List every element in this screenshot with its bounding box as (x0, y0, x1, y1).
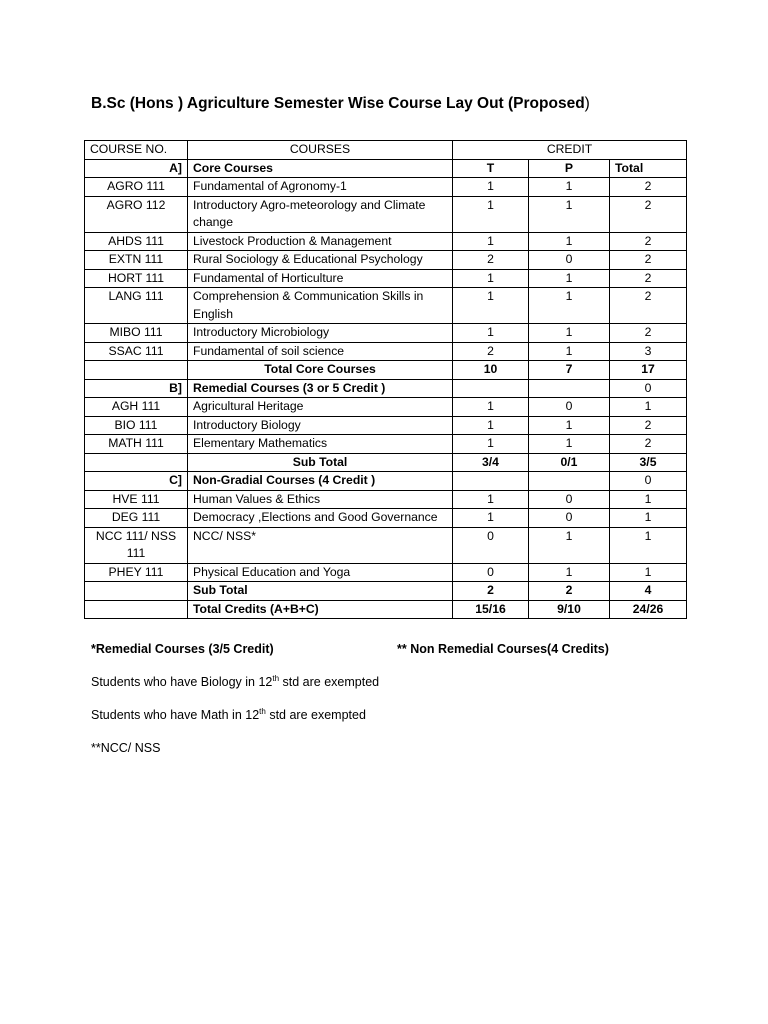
course-code: AGRO 111 (85, 178, 188, 197)
total-label: Sub Total (188, 582, 453, 601)
section-a-label: Core Courses (188, 159, 453, 178)
course-name: Introductory Microbiology (188, 324, 453, 343)
credit-t: 1 (453, 416, 529, 435)
credit-p: 0 (529, 251, 610, 270)
credit-total: 1 (610, 509, 687, 528)
course-code: MIBO 111 (85, 324, 188, 343)
course-name: Elementary Mathematics (188, 435, 453, 454)
remedial-subtotal-row (85, 453, 687, 472)
credit-p: 1 (529, 288, 610, 324)
blank-cell (453, 379, 529, 398)
total-label: Total Core Courses (188, 361, 453, 380)
credit-p: 0 (529, 509, 610, 528)
note-ncc-nss: **NCC/ NSS (91, 741, 161, 755)
note-biology-exempt: Students who have Biology in 12th std are exempted (91, 673, 380, 689)
blank-cell (85, 361, 188, 380)
credit-p: 1 (529, 324, 610, 343)
section-a-row (85, 159, 687, 178)
header-courses: COURSES (188, 141, 453, 160)
course-row (85, 324, 687, 343)
section-total: 0 (610, 379, 687, 398)
course-name: Rural Sociology & Educational Psychology (188, 251, 453, 270)
total-total: 17 (610, 361, 687, 380)
course-row (85, 232, 687, 251)
course-code: EXTN 111 (85, 251, 188, 270)
section-label: Remedial Courses (3 or 5 Credit ) (188, 379, 453, 398)
credit-total: 2 (610, 435, 687, 454)
credit-total: 2 (610, 288, 687, 324)
credit-t: 2 (453, 251, 529, 270)
header-row (85, 141, 687, 160)
credit-p: 1 (529, 527, 610, 563)
course-row (85, 196, 687, 232)
total-p: 0/1 (529, 453, 610, 472)
grand-total-t: 15/16 (453, 600, 529, 619)
header-credit: CREDIT (453, 141, 687, 160)
core-total-row (85, 361, 687, 380)
blank-cell (529, 472, 610, 491)
credit-p: 1 (529, 416, 610, 435)
course-row (85, 178, 687, 197)
course-code: DEG 111 (85, 509, 188, 528)
total-t: 3/4 (453, 453, 529, 472)
total-t: 2 (453, 582, 529, 601)
course-name: Fundamental of soil science (188, 342, 453, 361)
credit-total: 2 (610, 178, 687, 197)
note-math-exempt: Students who have Math in 12th std are exempted (91, 706, 366, 722)
course-code: HVE 111 (85, 490, 188, 509)
section-a-marker: A] (85, 159, 188, 178)
blank-cell (85, 582, 188, 601)
course-code: AGRO 112 (85, 196, 188, 232)
blank-cell (529, 379, 610, 398)
credit-t: 1 (453, 269, 529, 288)
credit-t: 1 (453, 288, 529, 324)
course-code: LANG 111 (85, 288, 188, 324)
course-name: NCC/ NSS* (188, 527, 453, 563)
credit-p: 1 (529, 342, 610, 361)
nongradial-subtotal-row (85, 582, 687, 601)
credit-t: 1 (453, 232, 529, 251)
course-name: Fundamental of Horticulture (188, 269, 453, 288)
course-code: BIO 111 (85, 416, 188, 435)
course-name: Introductory Biology (188, 416, 453, 435)
note-non-remedial: ** Non Remedial Courses(4 Credits) (397, 642, 609, 656)
course-row (85, 251, 687, 270)
credit-t: 1 (453, 490, 529, 509)
grand-total-p: 9/10 (529, 600, 610, 619)
course-row (85, 563, 687, 582)
course-name: Democracy ,Elections and Good Governance (188, 509, 453, 528)
course-code: AHDS 111 (85, 232, 188, 251)
credit-t: 1 (453, 196, 529, 232)
credit-t: 1 (453, 178, 529, 197)
credit-total: 2 (610, 324, 687, 343)
course-code: NCC 111/ NSS 111 (85, 527, 188, 563)
credit-t: 1 (453, 398, 529, 417)
credit-t: 1 (453, 435, 529, 454)
header-t: T (453, 159, 529, 178)
section-c-row (85, 472, 687, 491)
credit-p: 1 (529, 178, 610, 197)
credit-p: 1 (529, 435, 610, 454)
grand-total-total: 24/26 (610, 600, 687, 619)
credit-p: 1 (529, 232, 610, 251)
course-code: AGH 111 (85, 398, 188, 417)
course-name: Agricultural Heritage (188, 398, 453, 417)
course-name: Comprehension & Communication Skills in English (188, 288, 453, 324)
course-code: MATH 111 (85, 435, 188, 454)
course-row (85, 416, 687, 435)
total-t: 10 (453, 361, 529, 380)
course-row (85, 435, 687, 454)
credit-total: 2 (610, 232, 687, 251)
credit-total: 2 (610, 196, 687, 232)
header-course-no: COURSE NO. (85, 141, 188, 160)
credit-total: 1 (610, 527, 687, 563)
credit-t: 0 (453, 527, 529, 563)
course-row (85, 269, 687, 288)
credit-p: 1 (529, 563, 610, 582)
credit-t: 1 (453, 324, 529, 343)
course-name: Introductory Agro-meteorology and Climate change (188, 196, 453, 232)
course-code: HORT 111 (85, 269, 188, 288)
credit-t: 0 (453, 563, 529, 582)
credit-t: 2 (453, 342, 529, 361)
total-total: 4 (610, 582, 687, 601)
section-total: 0 (610, 472, 687, 491)
credit-total: 2 (610, 269, 687, 288)
section-label: Non-Gradial Courses (4 Credit ) (188, 472, 453, 491)
section-b-row (85, 379, 687, 398)
credit-t: 1 (453, 509, 529, 528)
credit-p: 1 (529, 196, 610, 232)
course-name: Fundamental of Agronomy-1 (188, 178, 453, 197)
grand-total-row (85, 600, 687, 619)
total-total: 3/5 (610, 453, 687, 472)
credit-total: 1 (610, 563, 687, 582)
course-code: SSAC 111 (85, 342, 188, 361)
course-code: PHEY 111 (85, 563, 188, 582)
course-name: Livestock Production & Management (188, 232, 453, 251)
course-name: Physical Education and Yoga (188, 563, 453, 582)
blank-cell (85, 453, 188, 472)
header-total: Total (610, 159, 687, 178)
grand-total-label: Total Credits (A+B+C) (188, 600, 453, 619)
credit-total: 1 (610, 398, 687, 417)
blank-cell (85, 600, 188, 619)
total-label: Sub Total (188, 453, 453, 472)
credit-total: 3 (610, 342, 687, 361)
section-marker: C] (85, 472, 188, 491)
section-marker: B] (85, 379, 188, 398)
course-row (85, 509, 687, 528)
credit-total: 2 (610, 251, 687, 270)
course-row (85, 288, 687, 324)
total-p: 7 (529, 361, 610, 380)
total-p: 2 (529, 582, 610, 601)
credit-total: 1 (610, 490, 687, 509)
credit-total: 2 (610, 416, 687, 435)
course-layout-table (84, 140, 687, 619)
credit-p: 0 (529, 490, 610, 509)
page-title: B.Sc (Hons ) Agriculture Semester Wise Course Lay Out (Proposed) (91, 95, 590, 112)
credit-p: 0 (529, 398, 610, 417)
course-row (85, 490, 687, 509)
course-row (85, 342, 687, 361)
course-row (85, 398, 687, 417)
credit-p: 1 (529, 269, 610, 288)
header-p: P (529, 159, 610, 178)
course-row (85, 527, 687, 563)
blank-cell (453, 472, 529, 491)
note-remedial: *Remedial Courses (3/5 Credit) (91, 642, 274, 656)
course-name: Human Values & Ethics (188, 490, 453, 509)
